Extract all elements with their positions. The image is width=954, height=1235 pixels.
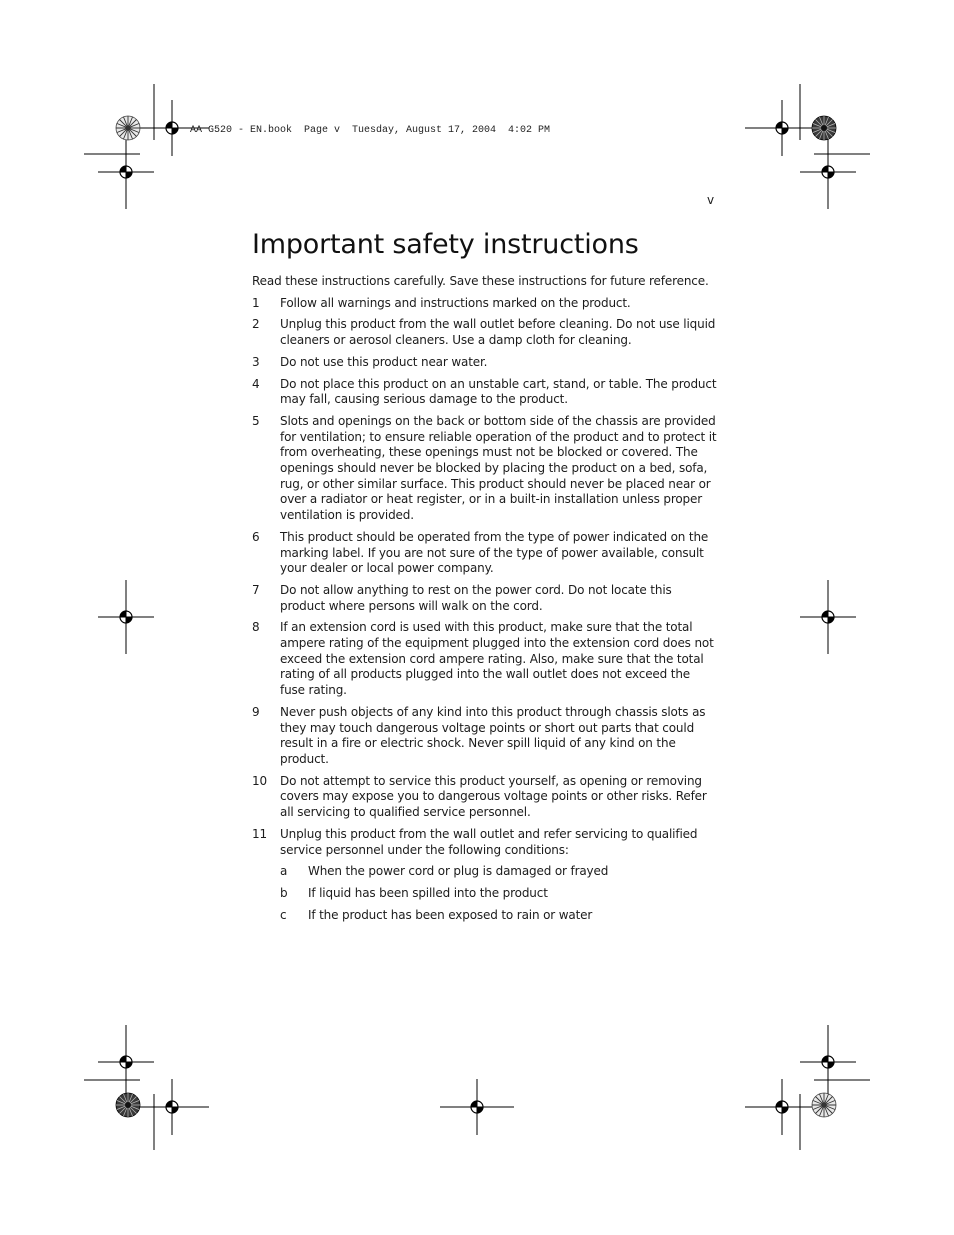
item-text: Slots and openings on the back or bottom side of the chassis are provided for ventilation; to ensure reliable operation of the product and to protect it from overheating, these openings must not be blocked or covered. The openings should never be blocked by placing the product on a bed, sofa, rug, or other similar surface. This product should never be placed near or over a radiator or heat register, or in a built-in installation unless proper ventilation is provided.: [280, 413, 717, 523]
page-title: Important safety instructions: [252, 229, 639, 260]
list-item: [252, 355, 718, 371]
item-text: Unplug this product from the wall outlet and refer servicing to qualified service personnel under the following conditions:: [280, 826, 698, 857]
list-item: [252, 774, 718, 821]
list-item: [252, 530, 718, 577]
item-text: Do not place this product on an unstable cart, stand, or table. The product may fall, causing serious damage to the product.: [280, 376, 717, 407]
page-number: v: [707, 193, 715, 207]
star-target-icon: [812, 1093, 836, 1117]
list-item: [252, 317, 718, 348]
sub-item-text: When the power cord or plug is damaged or frayed: [308, 864, 609, 879]
item-number: 5: [252, 413, 260, 428]
sub-item-text: If the product has been exposed to rain or water: [308, 907, 593, 922]
list-item: [252, 296, 718, 312]
sub-item-letter: a: [280, 864, 288, 879]
item-text: Never push objects of any kind into this product through chassis slots as they may touch dangerous voltage points or short out parts that could result in a fire or electric shock. Never spill liquid of any kind on the product.: [280, 704, 706, 766]
list-item: [252, 377, 718, 408]
sub-list-item: [280, 908, 718, 924]
print-header: AA G520 - EN.book Page v Tuesday, August 17, 2004 4:02 PM: [190, 125, 551, 136]
item-text: Follow all warnings and instructions marked on the product.: [280, 295, 631, 310]
sub-item-letter: b: [280, 885, 288, 900]
list-item: [252, 414, 718, 524]
item-text: Do not attempt to service this product yourself, as opening or removing covers may expose you to dangerous voltage points or other risks. Refer all servicing to qualified service personnel.: [280, 773, 707, 820]
intro-paragraph: Read these instructions carefully. Save these instructions for future reference.: [252, 274, 709, 288]
item-number: 8: [252, 620, 260, 635]
list-item: [252, 620, 718, 699]
star-target-icon: [812, 116, 836, 140]
item-text: Unplug this product from the wall outlet before cleaning. Do not use liquid cleaners or aerosol cleaners. Use a damp cloth for cleaning.: [280, 317, 716, 348]
item-number: 4: [252, 376, 260, 391]
item-number: 2: [252, 317, 260, 332]
sub-item-text: If liquid has been spilled into the product: [308, 885, 548, 900]
item-number: 7: [252, 582, 260, 597]
sub-list-item: [280, 886, 718, 902]
item-text: Do not use this product near water.: [280, 354, 488, 369]
item-text: Do not allow anything to rest on the power cord. Do not locate this product where persons will walk on the cord.: [280, 582, 672, 613]
list-item: [252, 583, 718, 614]
item-text: If an extension cord is used with this product, make sure that the total ampere rating of the equipment plugged into the extension cord does not exceed the extension cord ampere rating. Also, make sure that the total rating of all products plugged into the wall outlet does not exceed the fuse rating.: [280, 620, 714, 698]
item-number: 1: [252, 295, 260, 310]
item-number: 9: [252, 704, 260, 719]
list-item: [252, 827, 718, 858]
star-target-icon: [116, 1093, 140, 1117]
sub-item-letter: c: [280, 907, 287, 922]
item-number: 11: [252, 826, 267, 841]
item-text: This product should be operated from the type of power indicated on the marking label. If you are not sure of the type of power available, consult your dealer or local power company.: [280, 529, 709, 576]
safety-content: [252, 274, 718, 929]
item-number: 3: [252, 354, 260, 369]
list-item: [252, 705, 718, 768]
star-target-icon: [116, 116, 140, 140]
sub-list-item: [280, 864, 718, 880]
item-number: 6: [252, 529, 260, 544]
item-number: 10: [252, 773, 267, 788]
